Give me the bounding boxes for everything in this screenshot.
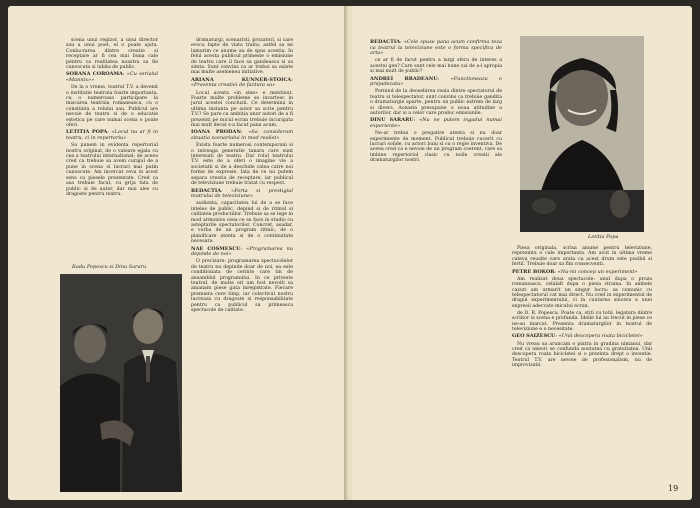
speaker-quote: : «Functioneaza o prejudecata» [370,75,502,88]
paragraph: Exista foarte numerosi contemporani si o intreaga generatie tanara care sunt interesati de teatru. Dar rolul teatrului T.V. este de a oferi o imagine vie a societatii si de a deschide calea catre noi forme de expresie. Iata de ce nu putem separa creatia de receptare, iar publicul de televiziune trebuie tratat cu respect. [191,143,293,187]
photo-letitia-popa [520,36,644,232]
right-column-2 [512,246,652,496]
speaker-name: REDACTIA [191,187,222,194]
paragraph: O precizare: programarea spectacolelor de teatru nu depinde doar de noi, ea este conditionata de cerinte care tin de ansamblul programului. In ce priveste teatrul, de multe ori am fost nevoiti sa amanam piese gata inregistrate. Fiecare premiera cere timp, iar colectivul nostru lucreaza cu dragoste si responsabilitate pentru ca publicul sa primeasca spectacole de calitate. [191,259,293,313]
paragraph: dramaturgi, scenaristi, prozatori, si care evoca fapte de viata traita; astfel sa ne lamurim ce anume au de spus acestia. In felul acesta publicul primeste o emisiune de teatru care il face sa gandeasca si sa simta. Sunt convins ca ar trebui sa existe mai multe asemenea initiative. [191,38,293,76]
left-page [8,6,348,500]
photo-caption-right: Letitia Popa [588,234,619,240]
speaker-heading [191,78,293,89]
page-number: 19 [668,484,679,493]
speaker-quote: : «Nu-mi concep un experiment» [554,268,638,275]
speaker-heading [512,270,652,276]
paragraph: ce ar fi de facut pentru a largi sfera de interes a acestui gen? Care sunt cele mai bune cai de a-l apropia si mai mult de public? [370,58,502,75]
speaker-heading [370,77,502,88]
speaker-quote: : «Programarea nu depinde de noi» [191,245,293,258]
speaker-quote: : «Unii descopera roata bicicletei» [555,333,643,340]
speaker-name: GEO SAIZESCU [512,333,556,340]
paragraph: Nu vreau sa aruncam o piatra in gradina nimanui, dar cred ca uneori se confunda noutatea cu gratuitatea. Unii descopera roata bicicletei si o prezinta drept o inventie. Teatrul T.V. are nevoie de profesionalism, nu de improvizatii. [512,341,652,369]
paragraph: de D. R. Popescu. Poate ca, stiti cu totii, legatura dintre scriitor si scena e profunda. Ideile lui au trecut in piese ce ne-au marcat. Prezenta dramaturgilor in teatrul de televiziune e o necesitate. [512,310,652,333]
speaker-quote: : «Cu serialul «Mannix»» [66,71,158,84]
paragraph: Piesa originala, scrisa anume pentru televiziune, reprezinta o cale importanta. Am avut in ultima vreme cateva reusite care arata ca acest drum este posibil si fertil. Trebuie doar sa fim consecventi. [512,246,652,268]
speaker-name: IOANA PRODAN [191,129,241,136]
speaker-name: ANDREI BRADEANU [370,75,438,82]
speaker-name: NAE COSMESCU [191,245,241,252]
speaker-heading [191,130,293,141]
paragraph: Am realizat doua spectacole: unul dupa o proza romaneasca, celalalt dupa o piesa straina. In ambele cazuri am urmarit un singur lucru: sa comunic cu telespectatorul cat mai direct. Nu cred in experimentul de dragul experimentului, ci in cautarea sincera a unei expresii adecvate micului ecran. [512,276,652,309]
speaker-name: REDACTIA [370,39,401,45]
paragraph: scena unui regizor, a unui director sau a unui poet, el o poate ajuta. Conlucrarea dintre creatie si receptare ar fi cea mai buna cale pentru ca realitatea noastra sa fie cunoscuta si iubita de public. [66,38,158,71]
speaker-name: ARIANA KUNNER-STOICA [191,76,292,83]
paragraph: Sa punem in evidenta repertoriul nostru original, de o valoare egala cu cea a teatrului international; de aceea cred ca trebuie sa avem curajul de a pune in scena si lucrari mai putin cunoscute. Am incercat ceva in acest sens cu piesele prezentate. Cred ca asa trebuie facut, cu grija fata de public si de autor, dar mai ales cu dragoste pentru teatru. [66,143,158,197]
speaker-name: LETITIA POPA [66,129,108,136]
paragraph: Ne-ar trebui o pregatire atenta si nu doar experimente de moment. Publicul trebuie cucerit cu lucrari solide, cu actori buni si cu o regie inventiva. De aceea cred ca e nevoie de un program coerent, care sa imbine repertoriul clasic cu noile creatii ale dramaturgilor nostri. [370,131,502,164]
left-column-2 [191,38,293,493]
speaker-quote: : «Prezenta creatiei de factura sa» [191,76,293,89]
paragraph: De la o vreme, teatrul T.V. a devenit o institutie teatrala foarte importanta, cu o numeroasa participare la miscarea teatrala romaneasca, cu o constiinta a rolului sau. Publicul are nevoie de teatru si de o educatie estetica pe care numai scena o poate oferi. [66,85,158,129]
speaker-heading [191,247,293,258]
speaker-heading [370,40,502,57]
paragraph: audienta, capacitatea lui de a se face inteles de public, depind si de ritmul si calitatea productiilor. Trebuie sa se lege in mod armonios ceea ce se face in studio cu asteptarile spectatorilor. Concret, asadar, e vorba de un program ritmic, de o planificare atenta si de o continuitate necesara. [191,201,293,245]
photo-caption-left: Radu Popescu si Dinu Sararu [72,264,147,270]
left-column-1 [66,38,158,263]
speaker-heading [512,334,652,340]
speaker-quote: : «Cele spuse pana acum confirma teza ca teatrul la televiziune este o forma specifica de arta» [370,39,502,57]
speaker-name: PETRE BOKOR [512,268,555,275]
photo-radu-popescu-dinu-sararu [60,274,182,492]
paragraph: Pornind de la deosebirea reala dintre spectatorul de teatru si telespectator, sunt convins ca trebuie gandita o dramaturgie aparte, pentru un public extrem de larg si divers. Aceasta presupune o noua atitudine a autorilor, dar si a celor care produc emisiunile. [370,89,502,116]
speaker-heading [370,118,502,129]
paragraph: Locul acesta «in sine» e mentinut. Foarte multe probleme se invartesc in jurul acestei concluzii. Ce determina in ultima instanta pe autor sa scrie pentru T.V.? Se pare ca ambitia unor autori de a fi prezenti pe micul ecran trebuie incurajata mai mult decat s-a facut pana acum. [191,90,293,129]
speaker-heading [191,189,293,200]
right-column-1 [370,38,502,493]
speaker-quote: : «Nu ne putem ingadui numai experiente» [370,117,502,129]
speaker-name: SORANA COROAMA [66,71,123,78]
speaker-quote: : «Sa consideram situatia scenariului in mod realist» [191,129,293,142]
speaker-quote: : «Forta si prestigiul teatrului de televiziune» [191,187,293,200]
speaker-quote: : «Locul nu ar fi in teatru, ci in repertoriu» [66,129,158,142]
speaker-heading [66,72,158,83]
speaker-heading [66,130,158,141]
speaker-name: DINU SARARU [370,117,414,124]
right-page [352,6,692,500]
